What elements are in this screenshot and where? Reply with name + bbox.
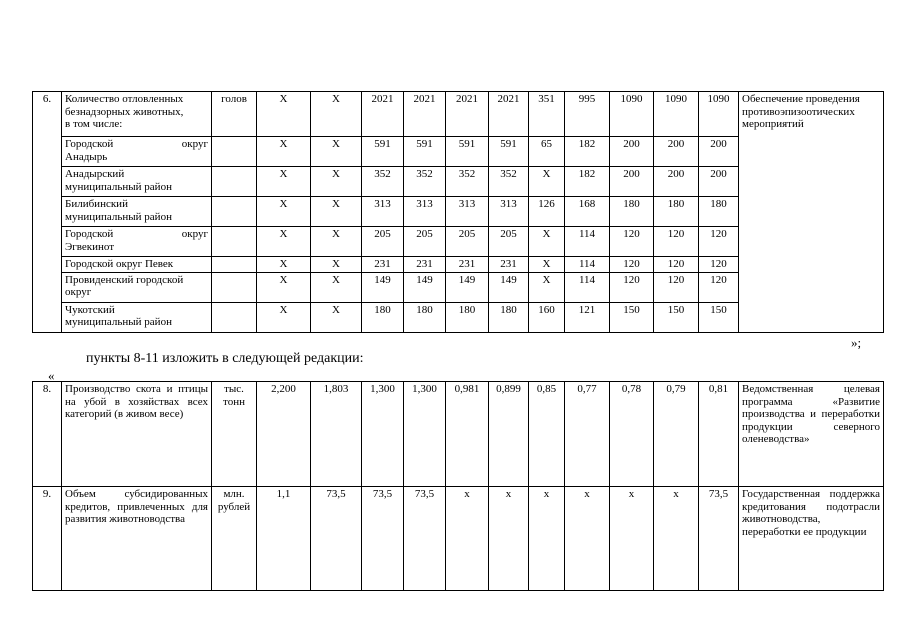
- value-cell: 149: [362, 272, 404, 302]
- value-cell: 591: [489, 137, 529, 167]
- value-cell: х: [565, 487, 610, 591]
- value-cell: 150: [654, 302, 699, 332]
- value-cell: 2021: [446, 92, 489, 137]
- value-cell: 591: [404, 137, 446, 167]
- unit-cell: [212, 197, 257, 227]
- unit-cell: тыс. тонн: [212, 382, 257, 487]
- value-cell: 2021: [489, 92, 529, 137]
- value-cell: 150: [610, 302, 654, 332]
- row-number: 9.: [33, 487, 62, 591]
- value-cell: 591: [362, 137, 404, 167]
- value-cell: 73,5: [362, 487, 404, 591]
- value-cell: X: [257, 92, 311, 137]
- value-cell: X: [257, 197, 311, 227]
- value-cell: X: [529, 257, 565, 273]
- value-cell: 1090: [610, 92, 654, 137]
- value-cell: 149: [489, 272, 529, 302]
- row-name: Производство скота и птицы на убой в хозяйствах всех категорий (в живом весе): [62, 382, 212, 487]
- value-cell: 352: [446, 167, 489, 197]
- value-cell: X: [311, 302, 362, 332]
- value-cell: 200: [699, 137, 739, 167]
- value-cell: 120: [699, 227, 739, 257]
- row-name-line: Провиденский городской: [65, 273, 184, 286]
- value-cell: 2,200: [257, 382, 311, 487]
- row-name-line: округ: [65, 286, 92, 298]
- row-name-line: муниципальный район: [65, 180, 172, 193]
- value-cell: 0,85: [529, 382, 565, 487]
- value-cell: 120: [654, 227, 699, 257]
- value-cell: 313: [446, 197, 489, 227]
- value-cell: 120: [654, 257, 699, 273]
- row-name: [62, 257, 212, 273]
- value-cell: 120: [699, 272, 739, 302]
- value-cell: 1,300: [362, 382, 404, 487]
- value-cell: 120: [699, 257, 739, 273]
- row-name: Объем субсидированных кредитов, привлеченных для развития животноводства: [62, 487, 212, 591]
- row-number: 8.: [33, 382, 62, 487]
- value-cell: 0,78: [610, 382, 654, 487]
- value-cell: X: [257, 167, 311, 197]
- table-row: [33, 487, 884, 591]
- value-cell: 180: [489, 302, 529, 332]
- note-cell: Ведомственная целевая программа «Развитие производства и переработки продукции северного оленеводства»: [739, 382, 884, 487]
- value-cell: 114: [565, 257, 610, 273]
- value-cell: 120: [610, 257, 654, 273]
- value-cell: X: [311, 257, 362, 273]
- value-cell: X: [529, 167, 565, 197]
- unit-cell: [212, 302, 257, 332]
- row-name-line: Эгвекинот: [65, 240, 115, 253]
- value-cell: 180: [654, 197, 699, 227]
- value-cell: 1,300: [404, 382, 446, 487]
- value-cell: 231: [489, 257, 529, 273]
- value-cell: 352: [362, 167, 404, 197]
- value-cell: 73,5: [699, 487, 739, 591]
- value-cell: X: [257, 302, 311, 332]
- value-cell: 65: [529, 137, 565, 167]
- value-cell: 0,81: [699, 382, 739, 487]
- row-name: [62, 227, 212, 257]
- value-cell: 168: [565, 197, 610, 227]
- row-name: [62, 197, 212, 227]
- unit-cell: [212, 272, 257, 302]
- value-cell: 205: [446, 227, 489, 257]
- value-cell: 180: [362, 302, 404, 332]
- value-cell: 591: [446, 137, 489, 167]
- row-name: [62, 137, 212, 167]
- value-cell: 180: [610, 197, 654, 227]
- value-cell: X: [311, 227, 362, 257]
- value-cell: х: [529, 487, 565, 591]
- value-cell: 126: [529, 197, 565, 227]
- value-cell: 205: [404, 227, 446, 257]
- row-name-line: муниципальный район: [65, 316, 172, 328]
- value-cell: 2021: [362, 92, 404, 137]
- value-cell: 114: [565, 227, 610, 257]
- value-cell: 0,981: [446, 382, 489, 487]
- value-cell: 182: [565, 167, 610, 197]
- row-name: [62, 92, 212, 137]
- value-cell: 114: [565, 272, 610, 302]
- value-cell: X: [529, 227, 565, 257]
- livestock-table-part1: [32, 91, 884, 333]
- value-cell: 149: [404, 272, 446, 302]
- value-cell: X: [257, 137, 311, 167]
- value-cell: 231: [446, 257, 489, 273]
- value-cell: 0,899: [489, 382, 529, 487]
- value-cell: 73,5: [404, 487, 446, 591]
- value-cell: 200: [610, 167, 654, 197]
- value-cell: X: [529, 272, 565, 302]
- row-name-line: Чукотский: [65, 303, 115, 316]
- note-cell: Обеспечение проведения противоэпизоотических мероприятий: [739, 92, 884, 333]
- row-name-line: Анадырь: [65, 150, 108, 163]
- value-cell: 231: [404, 257, 446, 273]
- value-cell: 1,803: [311, 382, 362, 487]
- value-cell: X: [257, 272, 311, 302]
- note-cell: Государственная поддержка кредитования подотрасли животноводства, переработки ее продукции: [739, 487, 884, 591]
- unit-cell: млн. рублей: [212, 487, 257, 591]
- row-number: 6.: [33, 92, 62, 333]
- value-cell: 73,5: [311, 487, 362, 591]
- value-cell: 0,77: [565, 382, 610, 487]
- closing-quote: »;: [851, 335, 862, 350]
- value-cell: 120: [610, 227, 654, 257]
- value-cell: 995: [565, 92, 610, 137]
- row-name-line: Городской округ: [65, 228, 208, 240]
- value-cell: X: [257, 257, 311, 273]
- value-cell: 120: [654, 272, 699, 302]
- value-cell: 182: [565, 137, 610, 167]
- value-cell: 200: [699, 167, 739, 197]
- value-cell: 121: [565, 302, 610, 332]
- value-cell: 120: [610, 272, 654, 302]
- value-cell: 351: [529, 92, 565, 137]
- row-name-line: Количество отловленных безнадзорных животных,: [65, 93, 184, 118]
- row-name-line: в том числе:: [65, 118, 123, 130]
- value-cell: X: [311, 92, 362, 137]
- value-cell: 200: [654, 137, 699, 167]
- row-name-line: Анадырский: [65, 168, 125, 180]
- value-cell: X: [257, 227, 311, 257]
- value-cell: х: [654, 487, 699, 591]
- value-cell: 352: [404, 167, 446, 197]
- value-cell: 180: [446, 302, 489, 332]
- value-cell: 200: [610, 137, 654, 167]
- value-cell: 0,79: [654, 382, 699, 487]
- unit-cell: [212, 167, 257, 197]
- unit-cell: [212, 257, 257, 273]
- opening-quote: «: [48, 368, 55, 383]
- value-cell: 180: [404, 302, 446, 332]
- value-cell: 1,1: [257, 487, 311, 591]
- value-cell: 180: [699, 197, 739, 227]
- value-cell: 205: [489, 227, 529, 257]
- table-row: [33, 382, 884, 487]
- row-name-line: Билибинский: [65, 198, 128, 210]
- value-cell: X: [311, 167, 362, 197]
- value-cell: 160: [529, 302, 565, 332]
- row-name: [62, 272, 212, 302]
- value-cell: 231: [362, 257, 404, 273]
- value-cell: 1090: [699, 92, 739, 137]
- row-name: [62, 302, 212, 332]
- value-cell: X: [311, 137, 362, 167]
- table-row: [33, 92, 884, 137]
- intro-text: пункты 8-11 изложить в следующей редакции:: [86, 351, 364, 366]
- value-cell: 150: [699, 302, 739, 332]
- value-cell: 313: [404, 197, 446, 227]
- value-cell: 313: [362, 197, 404, 227]
- value-cell: 1090: [654, 92, 699, 137]
- value-cell: 2021: [404, 92, 446, 137]
- value-cell: х: [446, 487, 489, 591]
- unit-cell: голов: [212, 92, 257, 137]
- value-cell: 352: [489, 167, 529, 197]
- unit-cell: [212, 227, 257, 257]
- value-cell: X: [311, 272, 362, 302]
- value-cell: 200: [654, 167, 699, 197]
- value-cell: 149: [446, 272, 489, 302]
- value-cell: X: [311, 197, 362, 227]
- row-name-line: Городской округ Певек: [65, 258, 174, 270]
- value-cell: х: [489, 487, 529, 591]
- unit-cell: [212, 137, 257, 167]
- value-cell: 205: [362, 227, 404, 257]
- value-cell: х: [610, 487, 654, 591]
- row-name: [62, 167, 212, 197]
- row-name-line: муниципальный район: [65, 210, 172, 223]
- value-cell: 313: [489, 197, 529, 227]
- row-name-line: Городской округ: [65, 138, 208, 150]
- livestock-table-part2: [32, 381, 884, 591]
